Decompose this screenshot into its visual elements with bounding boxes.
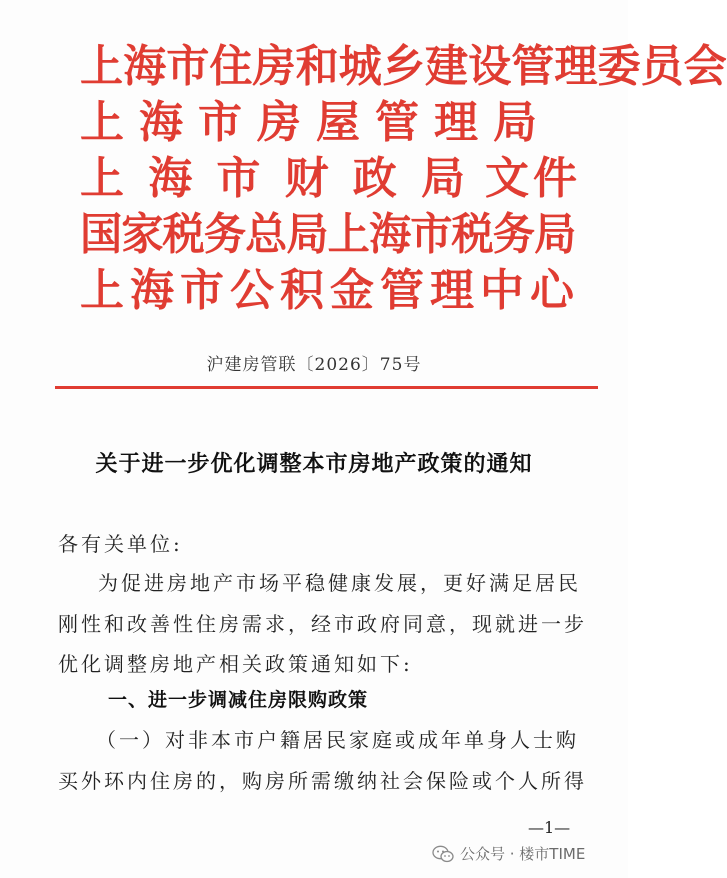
issuer-line [80, 152, 465, 208]
watermark [432, 843, 585, 864]
issuer-char: 政 [352, 153, 397, 204]
body-line: 刚性和改善性住房需求，经市政府同意，现就进一步 [58, 612, 587, 636]
document-number: 沪建房管联〔2026〕75号 [206, 355, 422, 375]
issuer-char: 上 [80, 153, 124, 204]
wechat-icon [432, 845, 454, 863]
salutation: 各有关单位: [58, 532, 183, 556]
body-line: 为促进房地产市场平稳健康发展，更好满足居民 [98, 571, 581, 595]
document-title: 关于进一步优化调整本市房地产政策的通知 [95, 451, 533, 477]
page-number: —1— [528, 818, 571, 837]
section-heading: 一、进一步调减住房限购政策 [108, 689, 369, 711]
body-line: （一）对非本市户籍居民家庭或成年单身人士购 [96, 728, 579, 752]
body-line: 优化调整房地产相关政策通知如下: [58, 652, 413, 676]
watermark-text: 公众号 · 楼市TIME [460, 845, 586, 863]
body-line: 买外环内住房的，购房所需缴纳社会保险或个人所得 [58, 769, 587, 793]
issuer-char: 局 [420, 153, 465, 204]
issuer-header [80, 40, 727, 320]
document-suffix: 文件 [485, 153, 581, 204]
red-divider-line [55, 386, 598, 389]
issuer-line: 上海市公积金管理中心 [80, 265, 580, 316]
issuer-line: 上海市住房和城乡建设管理委员会 [80, 41, 727, 92]
issuer-char: 财 [284, 153, 329, 204]
issuer-char: 海 [148, 153, 193, 204]
issuer-line: 国家税务总局上海市税务局 [80, 209, 576, 260]
issuer-line-with-suffix [80, 152, 600, 208]
issuer-line: 上海市房屋管理局 [80, 97, 552, 148]
issuer-char: 市 [216, 153, 261, 204]
